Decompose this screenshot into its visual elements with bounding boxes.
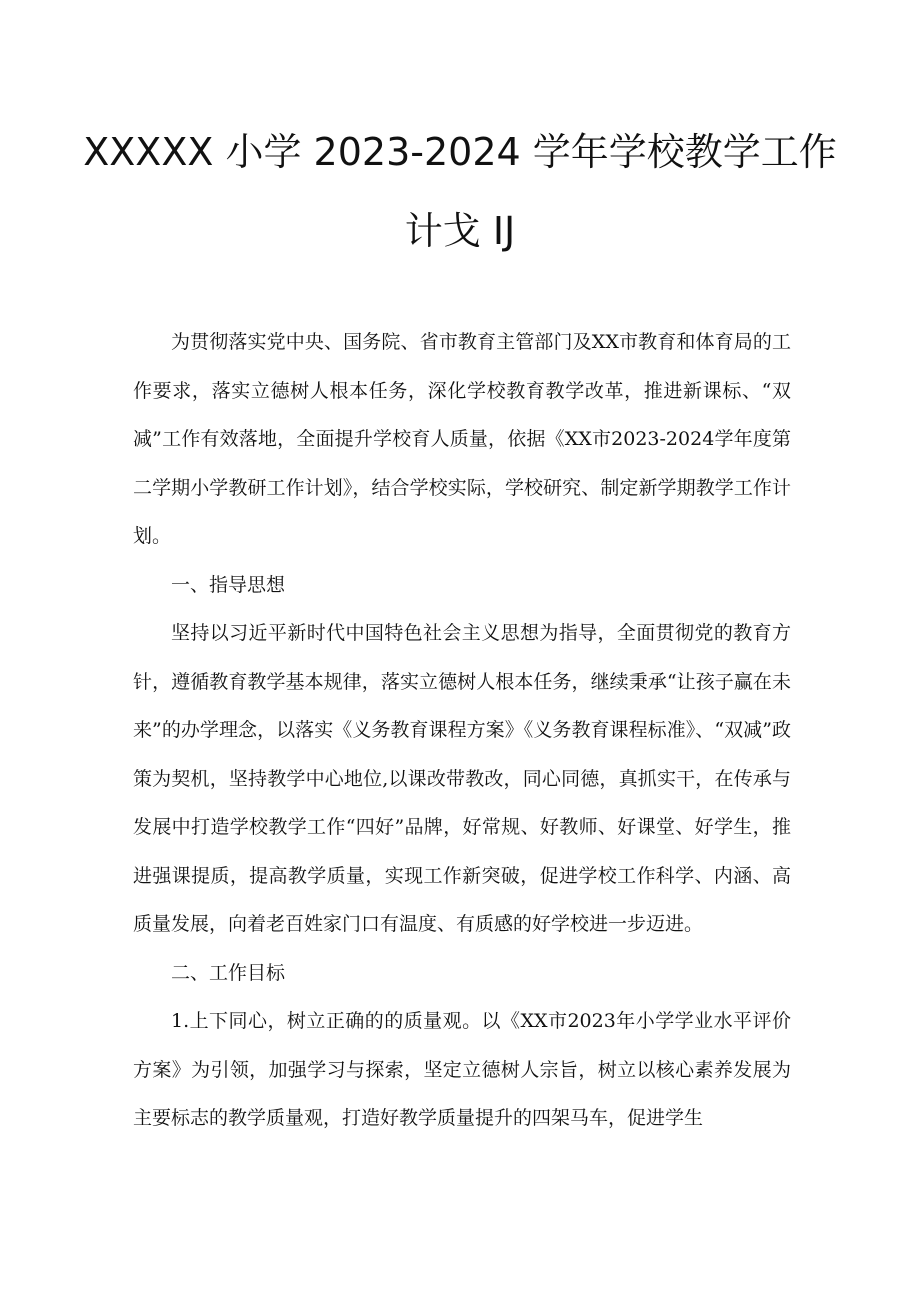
document-title-line-2: 计戈 IJ	[404, 209, 516, 253]
section-heading-guiding-ideology: 一、指导思想	[171, 573, 286, 596]
document-body	[133, 318, 791, 1143]
guiding-ideology-paragraph: 坚持以习近平新时代中国特色社会主义思想为指导，全面贯彻党的教育方针，遵循教育教学基本规律，落实立德树人根本任务，继续秉承“让孩子赢在未来”的办学理念，以落实《义务教育课程方案》《义务教育课程标准》、“双减”政策为契机，坚持教学中心地位,以课改带教改，同心同德，真抓实干，在传承与发展中打造学校教学工作“四好”品牌，好常规、好教师、好课堂、好学生，推进强课提质，提高教学质量，实现工作新突破，促进学校工作科学、内涵、高质量发展，向着老百姓家门口有温度、有质感的好学校进一步迈进。	[133, 622, 791, 935]
work-goal-item-1: 1.上下同心，树立正确的的质量观。以《XX市2023年小学学业水平评价方案》为引领，加强学习与探索，坚定立德树人宗旨，树立以核心素养发展为主要标志的教学质量观，打造好教学质量提升的四架马车，促进学生	[133, 1010, 791, 1129]
intro-paragraph: 为贯彻落实党中央、国务院、省市教育主管部门及XX市教育和体育局的工作要求，落实立德树人根本任务，深化学校教育教学改革，推进新课标、“双减”工作有效落地，全面提升学校育人质量，依据《XX市2023-2024学年度第二学期小学教研工作计划》，结合学校实际，学校研究、制定新学期教学工作计划。	[133, 331, 791, 547]
document-title-line-1: XXXXX 小学 2023-2024 学年学校教学工作	[83, 130, 837, 174]
section-heading-work-goals: 二、工作目标	[171, 961, 286, 984]
